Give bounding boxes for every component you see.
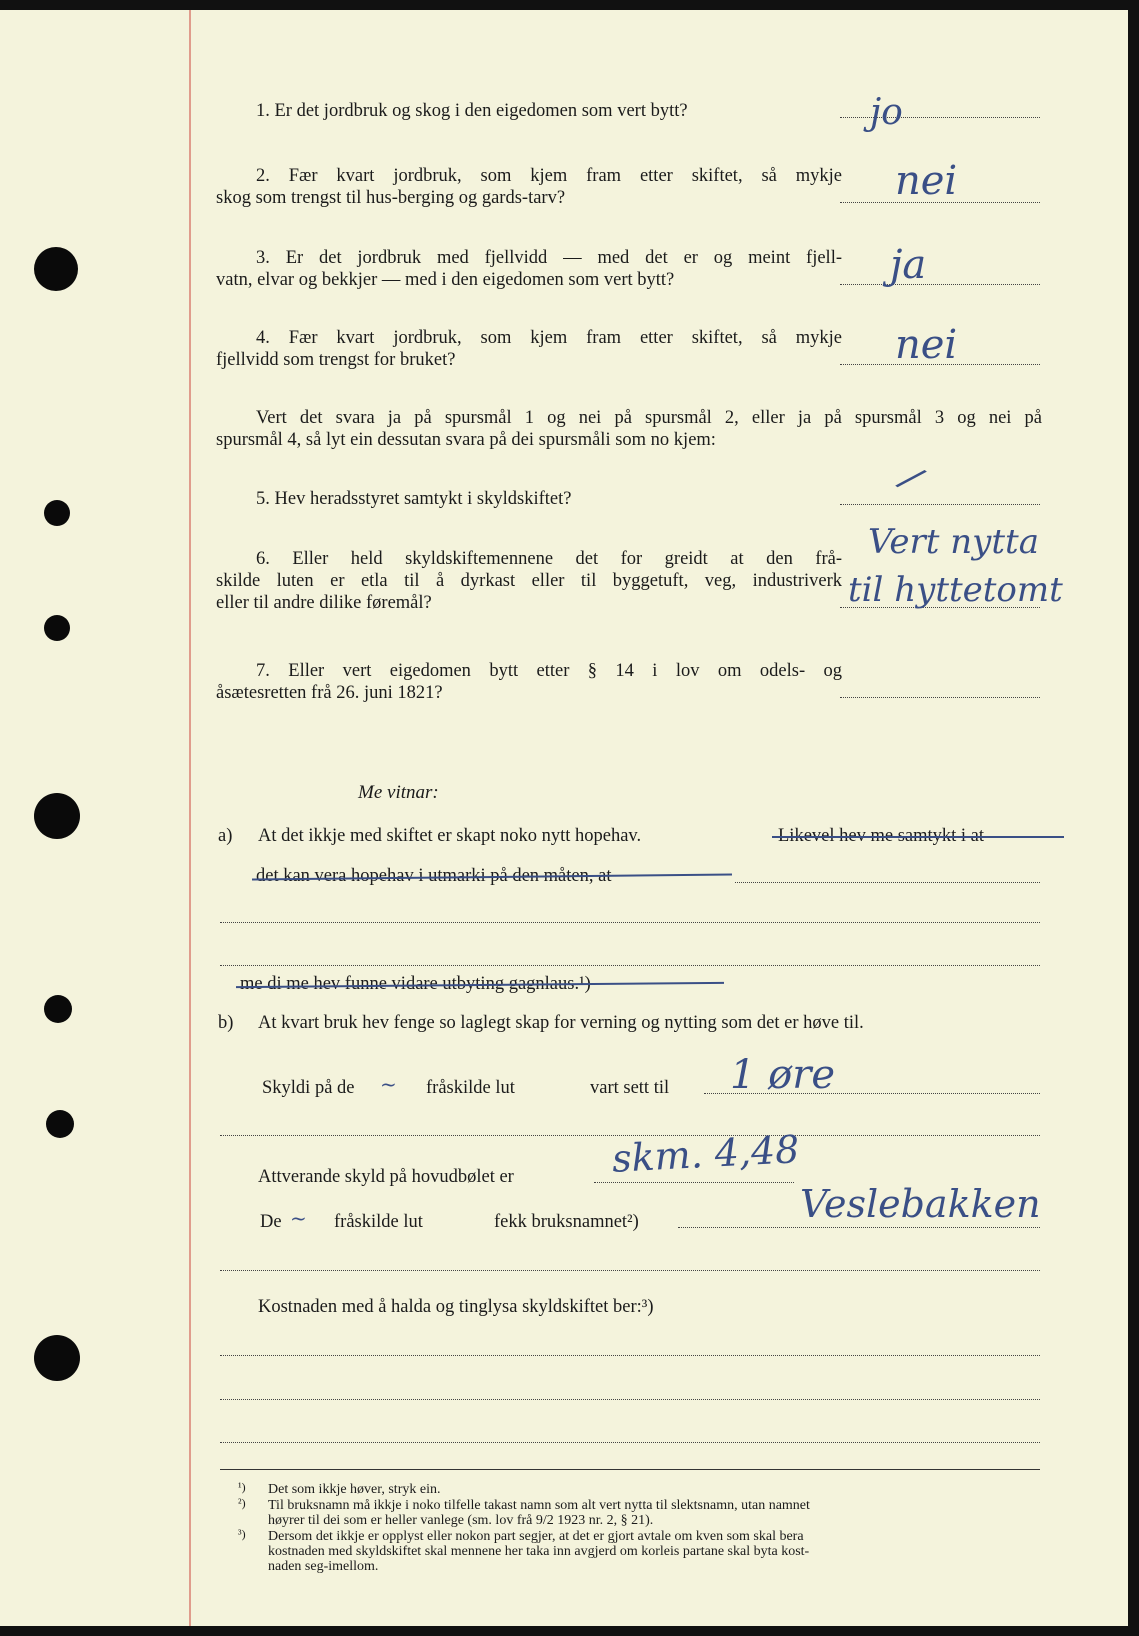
form-page bbox=[0, 10, 1128, 1626]
fill-line bbox=[220, 1442, 1040, 1443]
intro-line-2: spursmål 4, så lyt ein dessutan svara på dei spursmåli som no kjem: bbox=[216, 430, 716, 450]
footnote-marker-2: ²) bbox=[238, 1496, 246, 1510]
margin-rule bbox=[189, 10, 191, 1626]
question-7-line-1: 7. Eller vert eigedomen bytt etter § 14 i lov om odels- og bbox=[256, 661, 842, 681]
de-label: De bbox=[260, 1212, 282, 1232]
answer-line-7 bbox=[840, 697, 1040, 698]
binder-hole bbox=[46, 1110, 74, 1138]
footnote-marker-1: ¹) bbox=[238, 1480, 246, 1494]
footnote-3-line-3: naden seg-imellom. bbox=[268, 1559, 379, 1574]
skyld-suffix-dash: ~ bbox=[380, 1072, 397, 1096]
question-3-line-2: vatn, elvar og bekkjer — med i den eigedomen som vert bytt? bbox=[216, 270, 675, 290]
bruksnamn-value-line bbox=[678, 1227, 1040, 1228]
answer-6-line-1: Vert nytta bbox=[868, 522, 1039, 562]
fill-line bbox=[220, 1399, 1040, 1400]
witness-a-text: At det ikkje med skiftet er skapt noko nytt hopehav. bbox=[258, 826, 642, 846]
binder-hole bbox=[44, 995, 72, 1023]
binder-hole bbox=[34, 793, 80, 839]
answer-line-5 bbox=[840, 504, 1040, 505]
question-4-line-2: fjellvidd som trengst for bruket? bbox=[216, 350, 456, 370]
footnote-marker-3: ³) bbox=[238, 1527, 246, 1541]
binder-hole bbox=[34, 247, 78, 291]
de-label-bruksnamn: fekk bruksnamnet²) bbox=[494, 1212, 639, 1232]
answer-1: jo bbox=[870, 92, 903, 133]
kostnad-label: Kostnaden med å halda og tinglysa skyldskiftet ber:³) bbox=[258, 1297, 654, 1317]
skyld-value: 1 øre bbox=[730, 1052, 836, 1098]
binder-hole bbox=[44, 615, 70, 641]
witness-b-text: At kvart bruk hev fenge so laglegt skap for verning og nytting som det er høve til. bbox=[258, 1013, 864, 1033]
question-2-line-1: 2. Fær kvart jordbruk, som kjem fram etter skiftet, så mykje bbox=[256, 166, 842, 186]
attverande-value: skm. 4,48 bbox=[610, 1127, 801, 1181]
witness-a-struck-1: Likevel hev me samtykt i at bbox=[778, 826, 985, 846]
question-7-line-2: åsætesretten frå 26. juni 1821? bbox=[216, 683, 443, 703]
footnote-3-line-1: Dersom det ikkje er opplyst eller nokon part segjer, at det er gjort avtale om kven som skal bera bbox=[268, 1529, 804, 1544]
question-6-line-3: eller til andre dilike føremål? bbox=[216, 593, 432, 613]
fill-line bbox=[220, 1270, 1040, 1271]
skyld-label-lut: fråskilde lut bbox=[426, 1078, 515, 1098]
witness-heading: Me vitnar: bbox=[358, 782, 439, 803]
fill-line bbox=[220, 1355, 1040, 1356]
attverande-label: Attverande skyld på hovudbølet er bbox=[258, 1167, 514, 1187]
de-label-lut: fråskilde lut bbox=[334, 1212, 423, 1232]
footnote-rule bbox=[220, 1469, 1040, 1470]
answer-4: nei bbox=[895, 322, 958, 368]
bruksnamn-value: Veslebakken bbox=[800, 1182, 1041, 1226]
binder-hole bbox=[34, 1335, 80, 1381]
de-suffix-dash: ~ bbox=[290, 1206, 307, 1230]
fill-line bbox=[220, 922, 1040, 923]
answer-line-3 bbox=[840, 284, 1040, 285]
footnote-3-line-2: kostnaden med skyldskiftet skal mennene her taka inn avgjerd om korleis partane skal byta kost- bbox=[268, 1544, 810, 1559]
question-6-line-1: 6. Eller held skyldskiftemennene det for greidt at den frå- bbox=[256, 549, 842, 569]
witness-b-label: b) bbox=[218, 1013, 234, 1033]
attverande-value-line bbox=[594, 1182, 794, 1183]
intro-line-1: Vert det svara ja på spursmål 1 og nei på spursmål 2, eller ja på spursmål 3 og nei på bbox=[256, 408, 1042, 428]
question-3-line-1: 3. Er det jordbruk med fjellvidd — med det er og meint fjell- bbox=[256, 248, 842, 268]
footnote-2-line-2: høyrer til dei som er heller vanlege (sm. lov frå 9/2 1923 nr. 2, § 21). bbox=[268, 1513, 654, 1528]
question-4-line-1: 4. Fær kvart jordbruk, som kjem fram etter skiftet, så mykje bbox=[256, 328, 842, 348]
question-5: 5. Hev heradsstyret samtykt i skyldskiftet? bbox=[256, 489, 572, 509]
question-1: 1. Er det jordbruk og skog i den eigedomen som vert bytt? bbox=[256, 101, 688, 121]
fill-line bbox=[735, 882, 1040, 883]
answer-6-line-2: til hyttetomt bbox=[848, 570, 1063, 610]
answer-5: / bbox=[894, 458, 928, 499]
answer-3: ja bbox=[890, 242, 927, 288]
fill-line bbox=[220, 965, 1040, 966]
strike-through bbox=[772, 836, 1064, 838]
skyld-label: Skyldi på de bbox=[262, 1078, 355, 1098]
answer-2: nei bbox=[895, 158, 958, 204]
witness-a-struck-3: me di me hev funne vidare utbyting gagnlaus.¹) bbox=[240, 974, 591, 994]
question-2-line-2: skog som trengst til hus-berging og gards-tarv? bbox=[216, 188, 566, 208]
skyld-label-sett: vart sett til bbox=[590, 1078, 670, 1098]
witness-a-label: a) bbox=[218, 826, 233, 846]
binder-hole bbox=[44, 500, 70, 526]
witness-a-struck-2: det kan vera hopehav i utmarki på den måten, at bbox=[256, 866, 612, 886]
footnote-1: Det som ikkje høver, stryk ein. bbox=[268, 1482, 441, 1497]
footnote-2-line-1: Til bruksnamn må ikkje i noko tilfelle takast namn som alt vert nytta til slektsnamn, utan namnet bbox=[268, 1498, 810, 1513]
question-6-line-2: skilde luten er etla til å dyrkast eller til byggetuft, veg, industriverk bbox=[216, 571, 842, 591]
